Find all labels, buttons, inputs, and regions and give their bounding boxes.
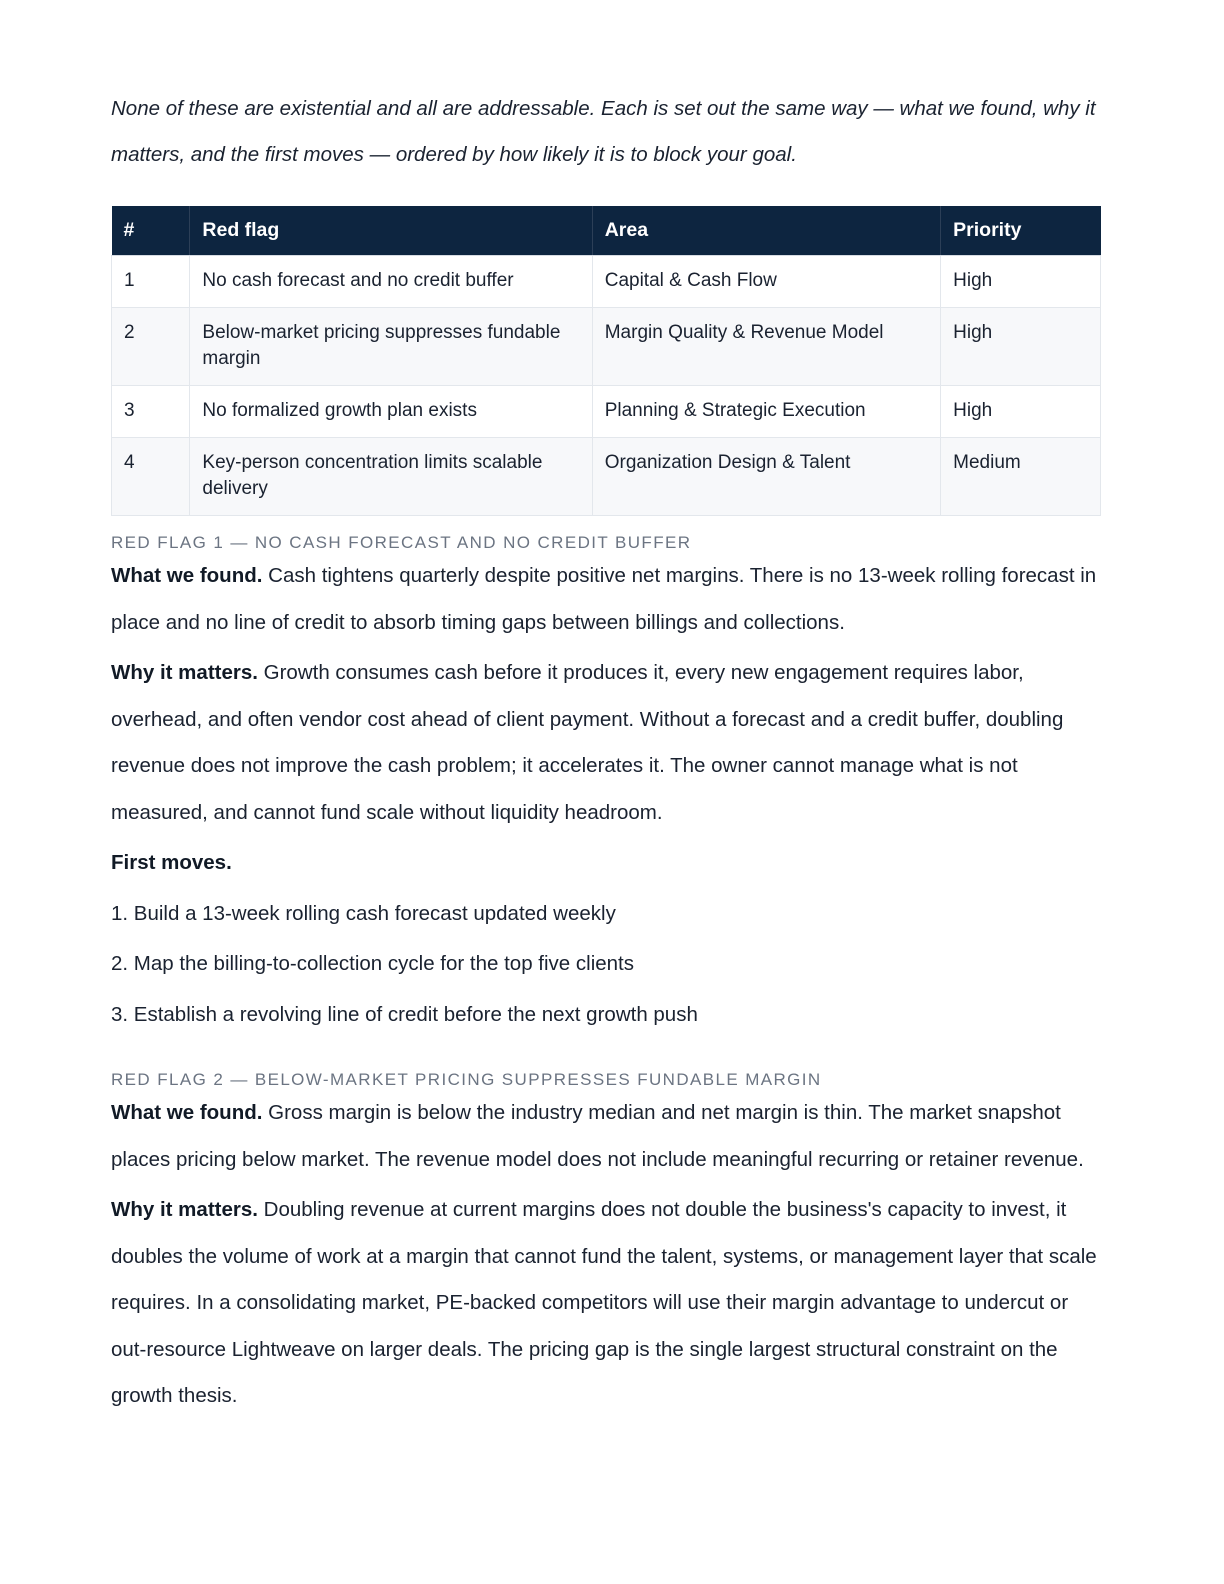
- why-text: Doubling revenue at current margins does not double the business's capacity to invest, it doubles the volume of work at a margin that cannot fund the talent, systems, or management layer that scale requires. In a consolidating market, PE-backed competitors will use their margin advantage to undercut or out-resource Lightweave on larger deals. The pricing gap is the single largest structural constraint on the growth thesis.: [111, 1198, 1097, 1407]
- red-flag-2-label: RED FLAG 2 — BELOW-MARKET PRICING SUPPRESSES FUNDABLE MARGIN: [111, 1070, 822, 1089]
- found-text: Cash tightens quarterly despite positive net margins. There is no 13-week rolling forecast in place and no line of credit to absorb timing gaps between billings and collections.: [111, 564, 1097, 634]
- found-text: Gross margin is below the industry median and net margin is thin. The market snapshot places pricing below market. The revenue model does not include meaningful recurring or retainer revenue.: [111, 1101, 1084, 1171]
- table-row: [112, 438, 1101, 516]
- header-number: #: [112, 206, 190, 256]
- red-flag-1-label: RED FLAG 1 — NO CASH FORECAST AND NO CREDIT BUFFER: [111, 533, 692, 552]
- row-number: 2: [112, 308, 190, 386]
- row-priority: High: [941, 386, 1101, 438]
- row-area: Organization Design & Talent: [592, 438, 940, 516]
- row-area: Planning & Strategic Execution: [592, 386, 940, 438]
- first-moves-heading: First moves.: [111, 851, 232, 874]
- why-label: Why it matters.: [111, 1198, 258, 1221]
- first-move-item: 1. Build a 13-week rolling cash forecast updated weekly: [111, 901, 616, 925]
- red-flag-2-found: [111, 1090, 1101, 1183]
- red-flag-1-section: [111, 533, 1101, 1038]
- header-area: Area: [592, 206, 940, 256]
- row-number: 1: [112, 256, 190, 308]
- row-priority: High: [941, 256, 1101, 308]
- first-move-item: 3. Establish a revolving line of credit before the next growth push: [111, 1002, 698, 1026]
- table-row: [112, 308, 1101, 386]
- row-red-flag: No cash forecast and no credit buffer: [190, 256, 592, 308]
- found-label: What we found.: [111, 564, 263, 587]
- table-row: [112, 256, 1101, 308]
- why-text: Growth consumes cash before it produces it, every new engagement requires labor, overhead, and often vendor cost ahead of client payment. Without a forecast and a credit buffer, doubling revenue does not improve the cash problem; it accelerates it. The owner cannot manage what is not measured, and cannot fund scale without liquidity headroom.: [111, 661, 1064, 824]
- red-flag-1-found: [111, 553, 1101, 646]
- row-red-flag: Below-market pricing suppresses fundable margin: [190, 308, 592, 386]
- header-priority: Priority: [941, 206, 1101, 256]
- row-priority: High: [941, 308, 1101, 386]
- row-red-flag: Key-person concentration limits scalable delivery: [190, 438, 592, 516]
- table-header-row: [112, 206, 1101, 256]
- red-flag-2-why: [111, 1187, 1101, 1420]
- red-flag-1-why: [111, 650, 1101, 836]
- header-red-flag: Red flag: [190, 206, 592, 256]
- row-area: Capital & Cash Flow: [592, 256, 940, 308]
- why-label: Why it matters.: [111, 661, 258, 684]
- row-priority: Medium: [941, 438, 1101, 516]
- red-flags-table: [111, 206, 1101, 516]
- row-red-flag: No formalized growth plan exists: [190, 386, 592, 438]
- first-move-item: 2. Map the billing-to-collection cycle for the top five clients: [111, 952, 635, 975]
- row-number: 4: [112, 438, 190, 516]
- row-number: 3: [112, 386, 190, 438]
- intro-paragraph: None of these are existential and all are addressable. Each is set out the same way — what we found, why it matters, and the first moves — ordered by how likely it is to block your goal.: [111, 97, 1096, 166]
- red-flag-2-section: [111, 1070, 1101, 1420]
- table-row: [112, 386, 1101, 438]
- row-area: Margin Quality & Revenue Model: [592, 308, 940, 386]
- found-label: What we found.: [111, 1101, 263, 1124]
